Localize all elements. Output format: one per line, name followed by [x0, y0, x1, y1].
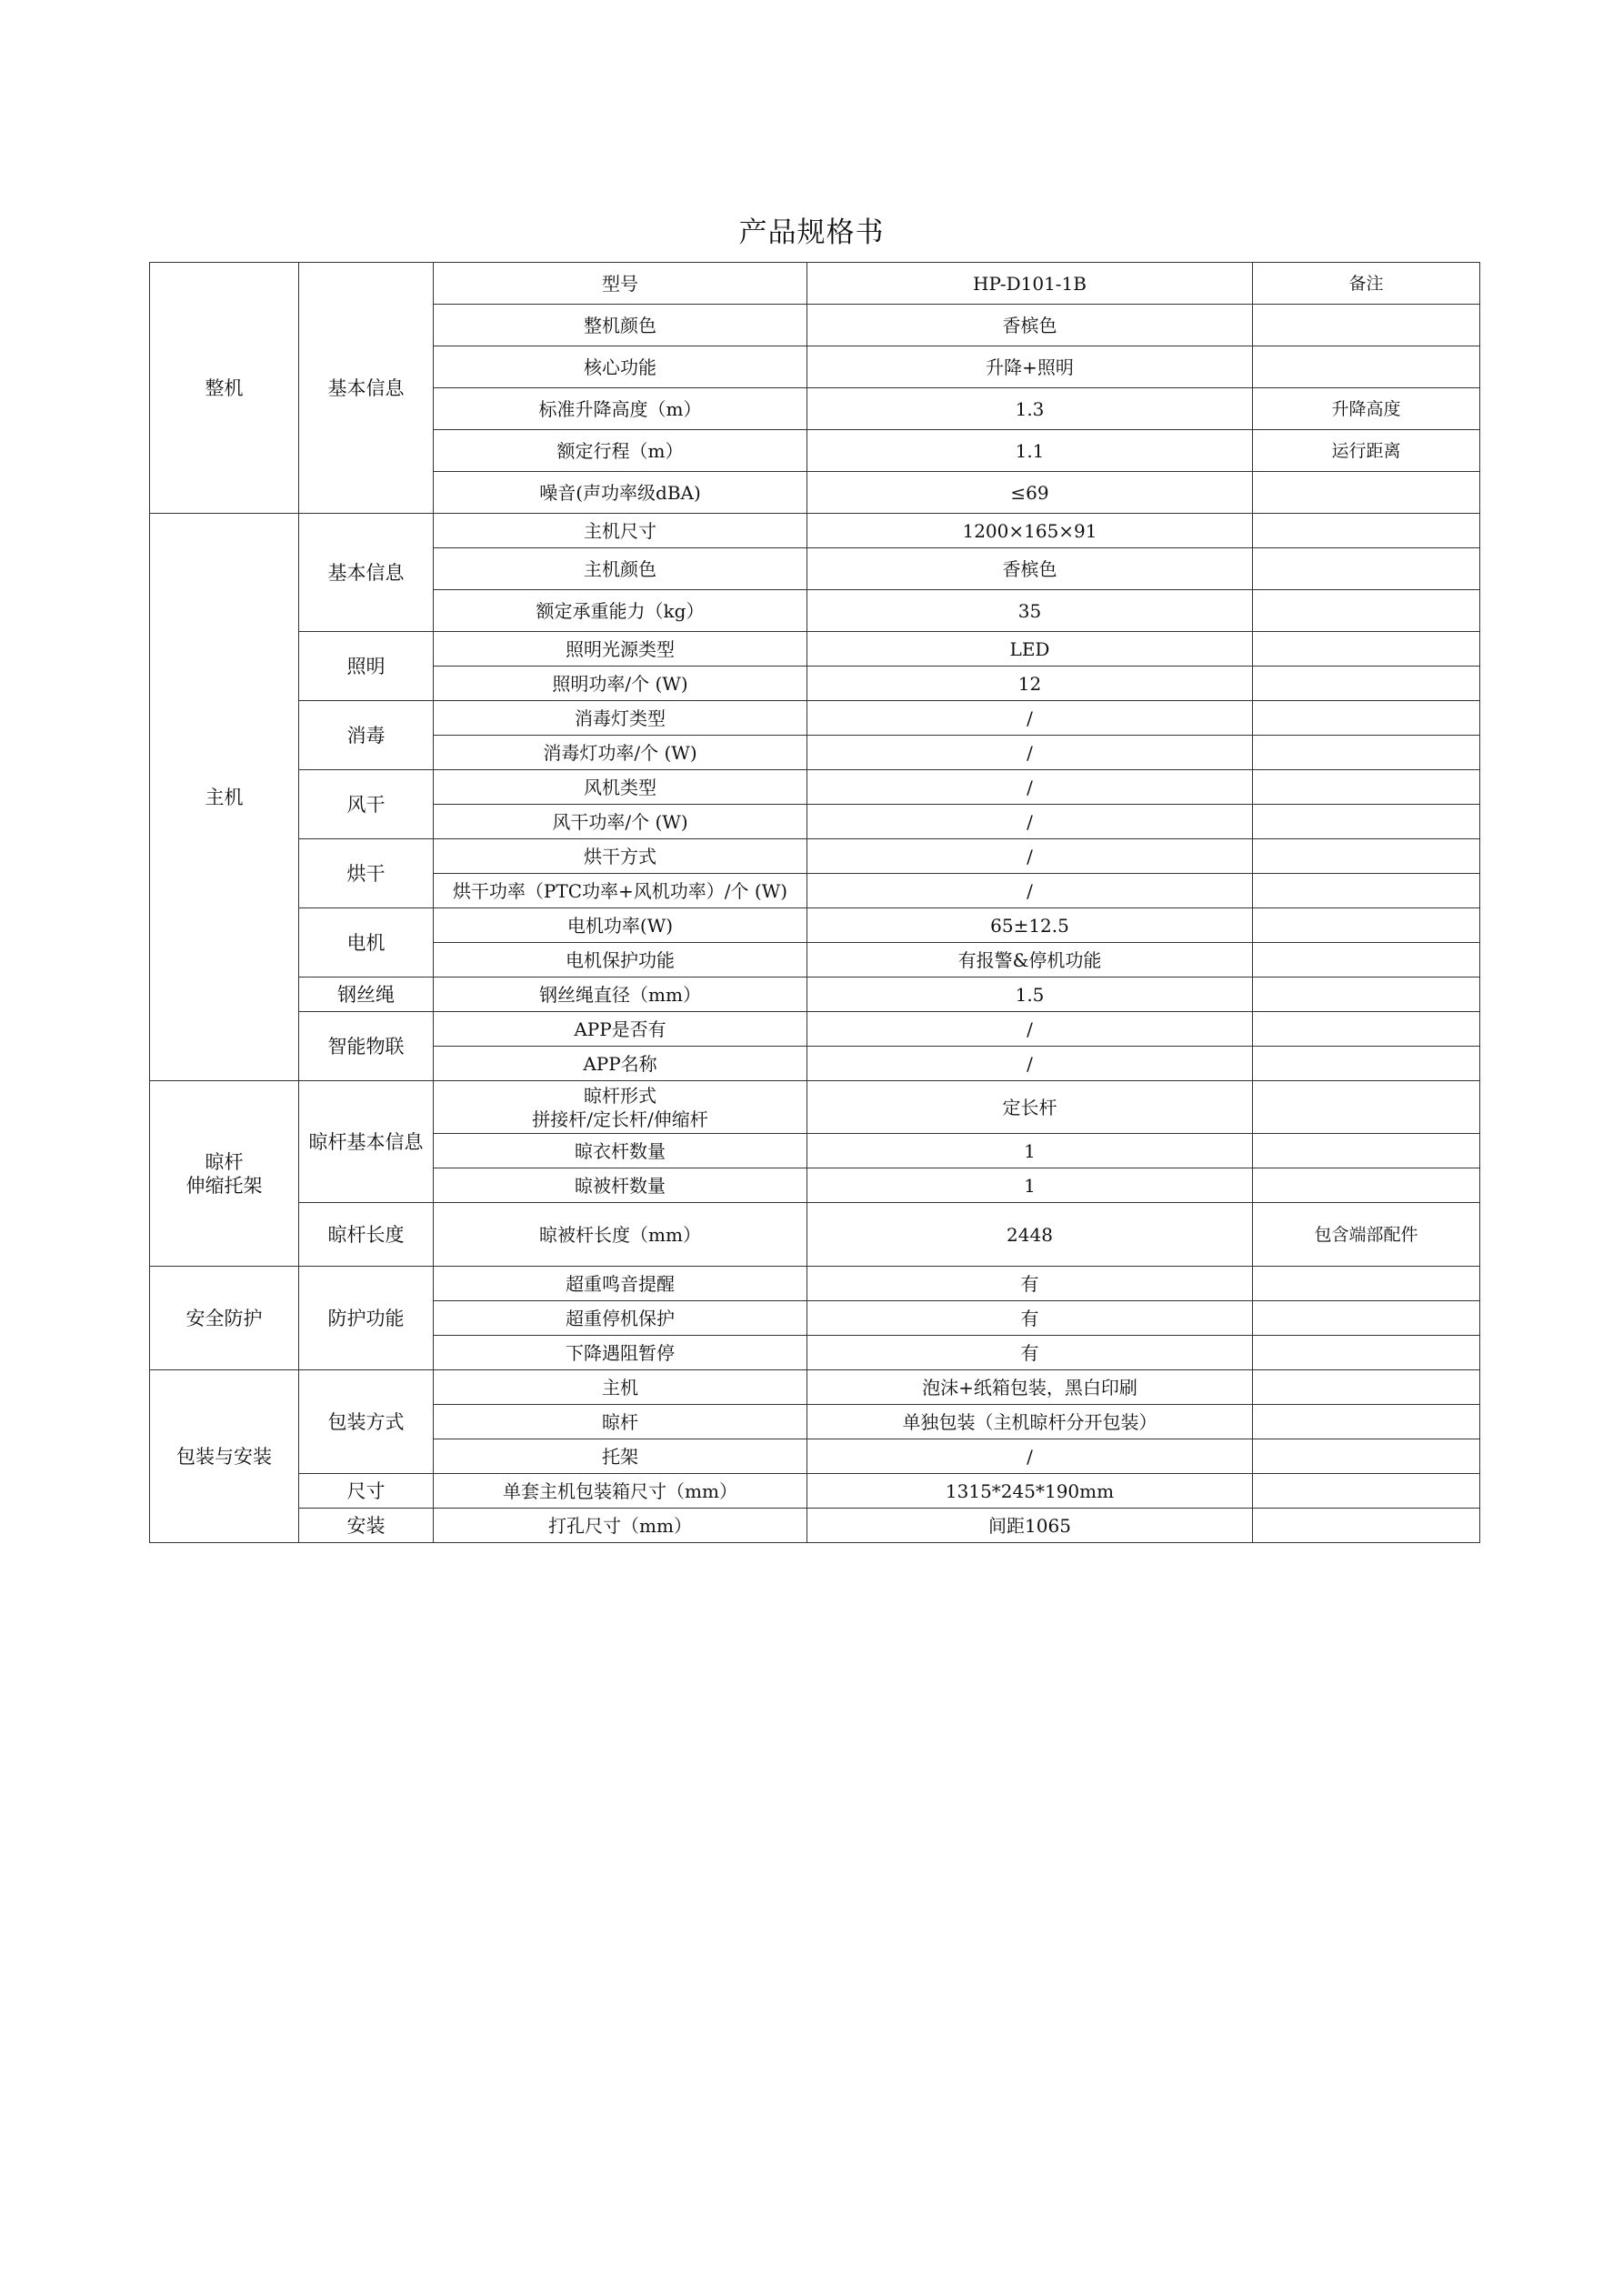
value-cell: / — [807, 1012, 1253, 1047]
note-cell — [1253, 1336, 1480, 1370]
item-cell: 晾衣杆数量 — [434, 1134, 807, 1168]
table-row — [150, 632, 1480, 667]
note-cell — [1253, 1474, 1480, 1509]
table-row — [150, 701, 1480, 736]
item-cell: 烘干功率（PTC功率+风机功率）/个 (W) — [434, 874, 807, 908]
table-row — [150, 514, 1480, 548]
note-cell — [1253, 1081, 1480, 1134]
value-cell: 升降+照明 — [807, 346, 1253, 388]
section-cell — [150, 1081, 299, 1267]
value-cell: / — [807, 839, 1253, 874]
item-cell: 风干功率/个 (W) — [434, 805, 807, 839]
note-cell — [1253, 548, 1480, 590]
value-cell: 定长杆 — [807, 1081, 1253, 1134]
item-cell: 型号 — [434, 263, 807, 305]
note-cell — [1253, 1370, 1480, 1405]
note-cell — [1253, 1439, 1480, 1474]
item-cell: 照明功率/个 (W) — [434, 667, 807, 701]
note-cell: 包含端部配件 — [1253, 1203, 1480, 1267]
group-cell: 风干 — [299, 770, 434, 839]
table-row — [150, 908, 1480, 943]
item-cell: 消毒灯类型 — [434, 701, 807, 736]
table-row — [150, 1509, 1480, 1543]
value-cell: 1.1 — [807, 430, 1253, 472]
item-cell: 托架 — [434, 1439, 807, 1474]
group-cell: 安装 — [299, 1509, 434, 1543]
item-cell: 核心功能 — [434, 346, 807, 388]
group-cell: 电机 — [299, 908, 434, 978]
value-cell: 有 — [807, 1301, 1253, 1336]
value-cell: 1200×165×91 — [807, 514, 1253, 548]
group-cell: 晾杆基本信息 — [299, 1081, 434, 1203]
section-cell: 安全防护 — [150, 1267, 299, 1370]
section-cell: 整机 — [150, 263, 299, 514]
item-cell: 下降遇阻暂停 — [434, 1336, 807, 1370]
item-cell: 烘干方式 — [434, 839, 807, 874]
note-cell — [1253, 1301, 1480, 1336]
section-name-line: 伸缩托架 — [185, 1174, 263, 1197]
note-cell — [1253, 667, 1480, 701]
note-cell — [1253, 943, 1480, 978]
item-cell: 晾被杆数量 — [434, 1168, 807, 1203]
item-cell: 主机颜色 — [434, 548, 807, 590]
item-cell: 主机尺寸 — [434, 514, 807, 548]
table-row — [150, 1474, 1480, 1509]
group-cell: 钢丝绳 — [299, 978, 434, 1012]
group-cell: 尺寸 — [299, 1474, 434, 1509]
group-cell: 烘干 — [299, 839, 434, 908]
value-cell: 单独包装（主机晾杆分开包装） — [807, 1405, 1253, 1439]
item-cell: 整机颜色 — [434, 305, 807, 346]
group-cell: 照明 — [299, 632, 434, 701]
value-cell: 香槟色 — [807, 305, 1253, 346]
value-cell: 1315*245*190mm — [807, 1474, 1253, 1509]
item-cell: APP名称 — [434, 1047, 807, 1081]
group-cell: 包装方式 — [299, 1370, 434, 1474]
item-cell: 打孔尺寸（mm） — [434, 1509, 807, 1543]
value-cell: / — [807, 701, 1253, 736]
item-cell: 主机 — [434, 1370, 807, 1405]
note-cell — [1253, 1267, 1480, 1301]
value-cell: 泡沫+纸箱包装，黑白印刷 — [807, 1370, 1253, 1405]
note-cell — [1253, 472, 1480, 514]
item-cell: 晾杆 — [434, 1405, 807, 1439]
value-cell: 1 — [807, 1134, 1253, 1168]
value-cell: 65±12.5 — [807, 908, 1253, 943]
note-cell — [1253, 770, 1480, 805]
item-cell: 超重停机保护 — [434, 1301, 807, 1336]
item-cell: 照明光源类型 — [434, 632, 807, 667]
item-cell: 风机类型 — [434, 770, 807, 805]
note-cell — [1253, 978, 1480, 1012]
table-row — [150, 1203, 1480, 1267]
note-cell — [1253, 839, 1480, 874]
value-cell: LED — [807, 632, 1253, 667]
item-cell — [434, 1081, 807, 1134]
value-cell: ≤69 — [807, 472, 1253, 514]
item-cell: 晾被杆长度（mm） — [434, 1203, 807, 1267]
table-row — [150, 1081, 1480, 1134]
note-cell — [1253, 874, 1480, 908]
value-cell: 1.5 — [807, 978, 1253, 1012]
value-cell: 有报警&停机功能 — [807, 943, 1253, 978]
value-cell: 有 — [807, 1267, 1253, 1301]
section-name-line: 晾杆 — [205, 1150, 244, 1173]
note-cell: 运行距离 — [1253, 430, 1480, 472]
item-cell: 噪音(声功率级dBA) — [434, 472, 807, 514]
value-cell: HP-D101-1B — [807, 263, 1253, 305]
item-cell: 超重鸣音提醒 — [434, 1267, 807, 1301]
table-row — [150, 1370, 1480, 1405]
note-cell — [1253, 701, 1480, 736]
table-row — [150, 1267, 1480, 1301]
group-cell: 防护功能 — [299, 1267, 434, 1370]
value-cell: 35 — [807, 590, 1253, 632]
group-cell: 基本信息 — [299, 263, 434, 514]
note-cell — [1253, 1168, 1480, 1203]
value-cell: / — [807, 874, 1253, 908]
value-cell: 12 — [807, 667, 1253, 701]
item-cell: 单套主机包装箱尺寸（mm） — [434, 1474, 807, 1509]
note-cell — [1253, 346, 1480, 388]
value-cell: 间距1065 — [807, 1509, 1253, 1543]
note-cell: 升降高度 — [1253, 388, 1480, 430]
value-cell: 1.3 — [807, 388, 1253, 430]
note-cell — [1253, 1134, 1480, 1168]
note-cell — [1253, 632, 1480, 667]
item-cell: 电机保护功能 — [434, 943, 807, 978]
note-cell: 备注 — [1253, 263, 1480, 305]
item-cell: 标准升降高度（m） — [434, 388, 807, 430]
group-cell: 晾杆长度 — [299, 1203, 434, 1267]
value-cell: / — [807, 770, 1253, 805]
section-cell: 主机 — [150, 514, 299, 1081]
value-cell: / — [807, 1047, 1253, 1081]
group-cell: 智能物联 — [299, 1012, 434, 1081]
note-cell — [1253, 305, 1480, 346]
value-cell: 1 — [807, 1168, 1253, 1203]
value-cell: / — [807, 805, 1253, 839]
group-cell: 消毒 — [299, 701, 434, 770]
note-cell — [1253, 590, 1480, 632]
note-cell — [1253, 805, 1480, 839]
value-cell: 香槟色 — [807, 548, 1253, 590]
note-cell — [1253, 1012, 1480, 1047]
section-cell: 包装与安装 — [150, 1370, 299, 1543]
spec-table — [149, 262, 1480, 1543]
note-cell — [1253, 1047, 1480, 1081]
table-row — [150, 978, 1480, 1012]
table-row — [150, 770, 1480, 805]
value-cell: / — [807, 736, 1253, 770]
item-cell: 消毒灯功率/个 (W) — [434, 736, 807, 770]
item-cell: 额定承重能力（kg） — [434, 590, 807, 632]
item-cell: APP是否有 — [434, 1012, 807, 1047]
item-line: 晾杆形式 — [584, 1084, 656, 1107]
table-row — [150, 263, 1480, 305]
note-cell — [1253, 908, 1480, 943]
item-cell: 电机功率(W) — [434, 908, 807, 943]
note-cell — [1253, 1509, 1480, 1543]
note-cell — [1253, 736, 1480, 770]
item-line: 拼接杆/定长杆/伸缩杆 — [532, 1108, 708, 1130]
note-cell — [1253, 1405, 1480, 1439]
value-cell: 有 — [807, 1336, 1253, 1370]
table-row — [150, 1012, 1480, 1047]
item-cell: 钢丝绳直径（mm） — [434, 978, 807, 1012]
value-cell: / — [807, 1439, 1253, 1474]
table-row — [150, 839, 1480, 874]
page-title: 产品规格书 — [738, 216, 885, 249]
value-cell: 2448 — [807, 1203, 1253, 1267]
group-cell: 基本信息 — [299, 514, 434, 632]
item-cell: 额定行程（m） — [434, 430, 807, 472]
note-cell — [1253, 514, 1480, 548]
